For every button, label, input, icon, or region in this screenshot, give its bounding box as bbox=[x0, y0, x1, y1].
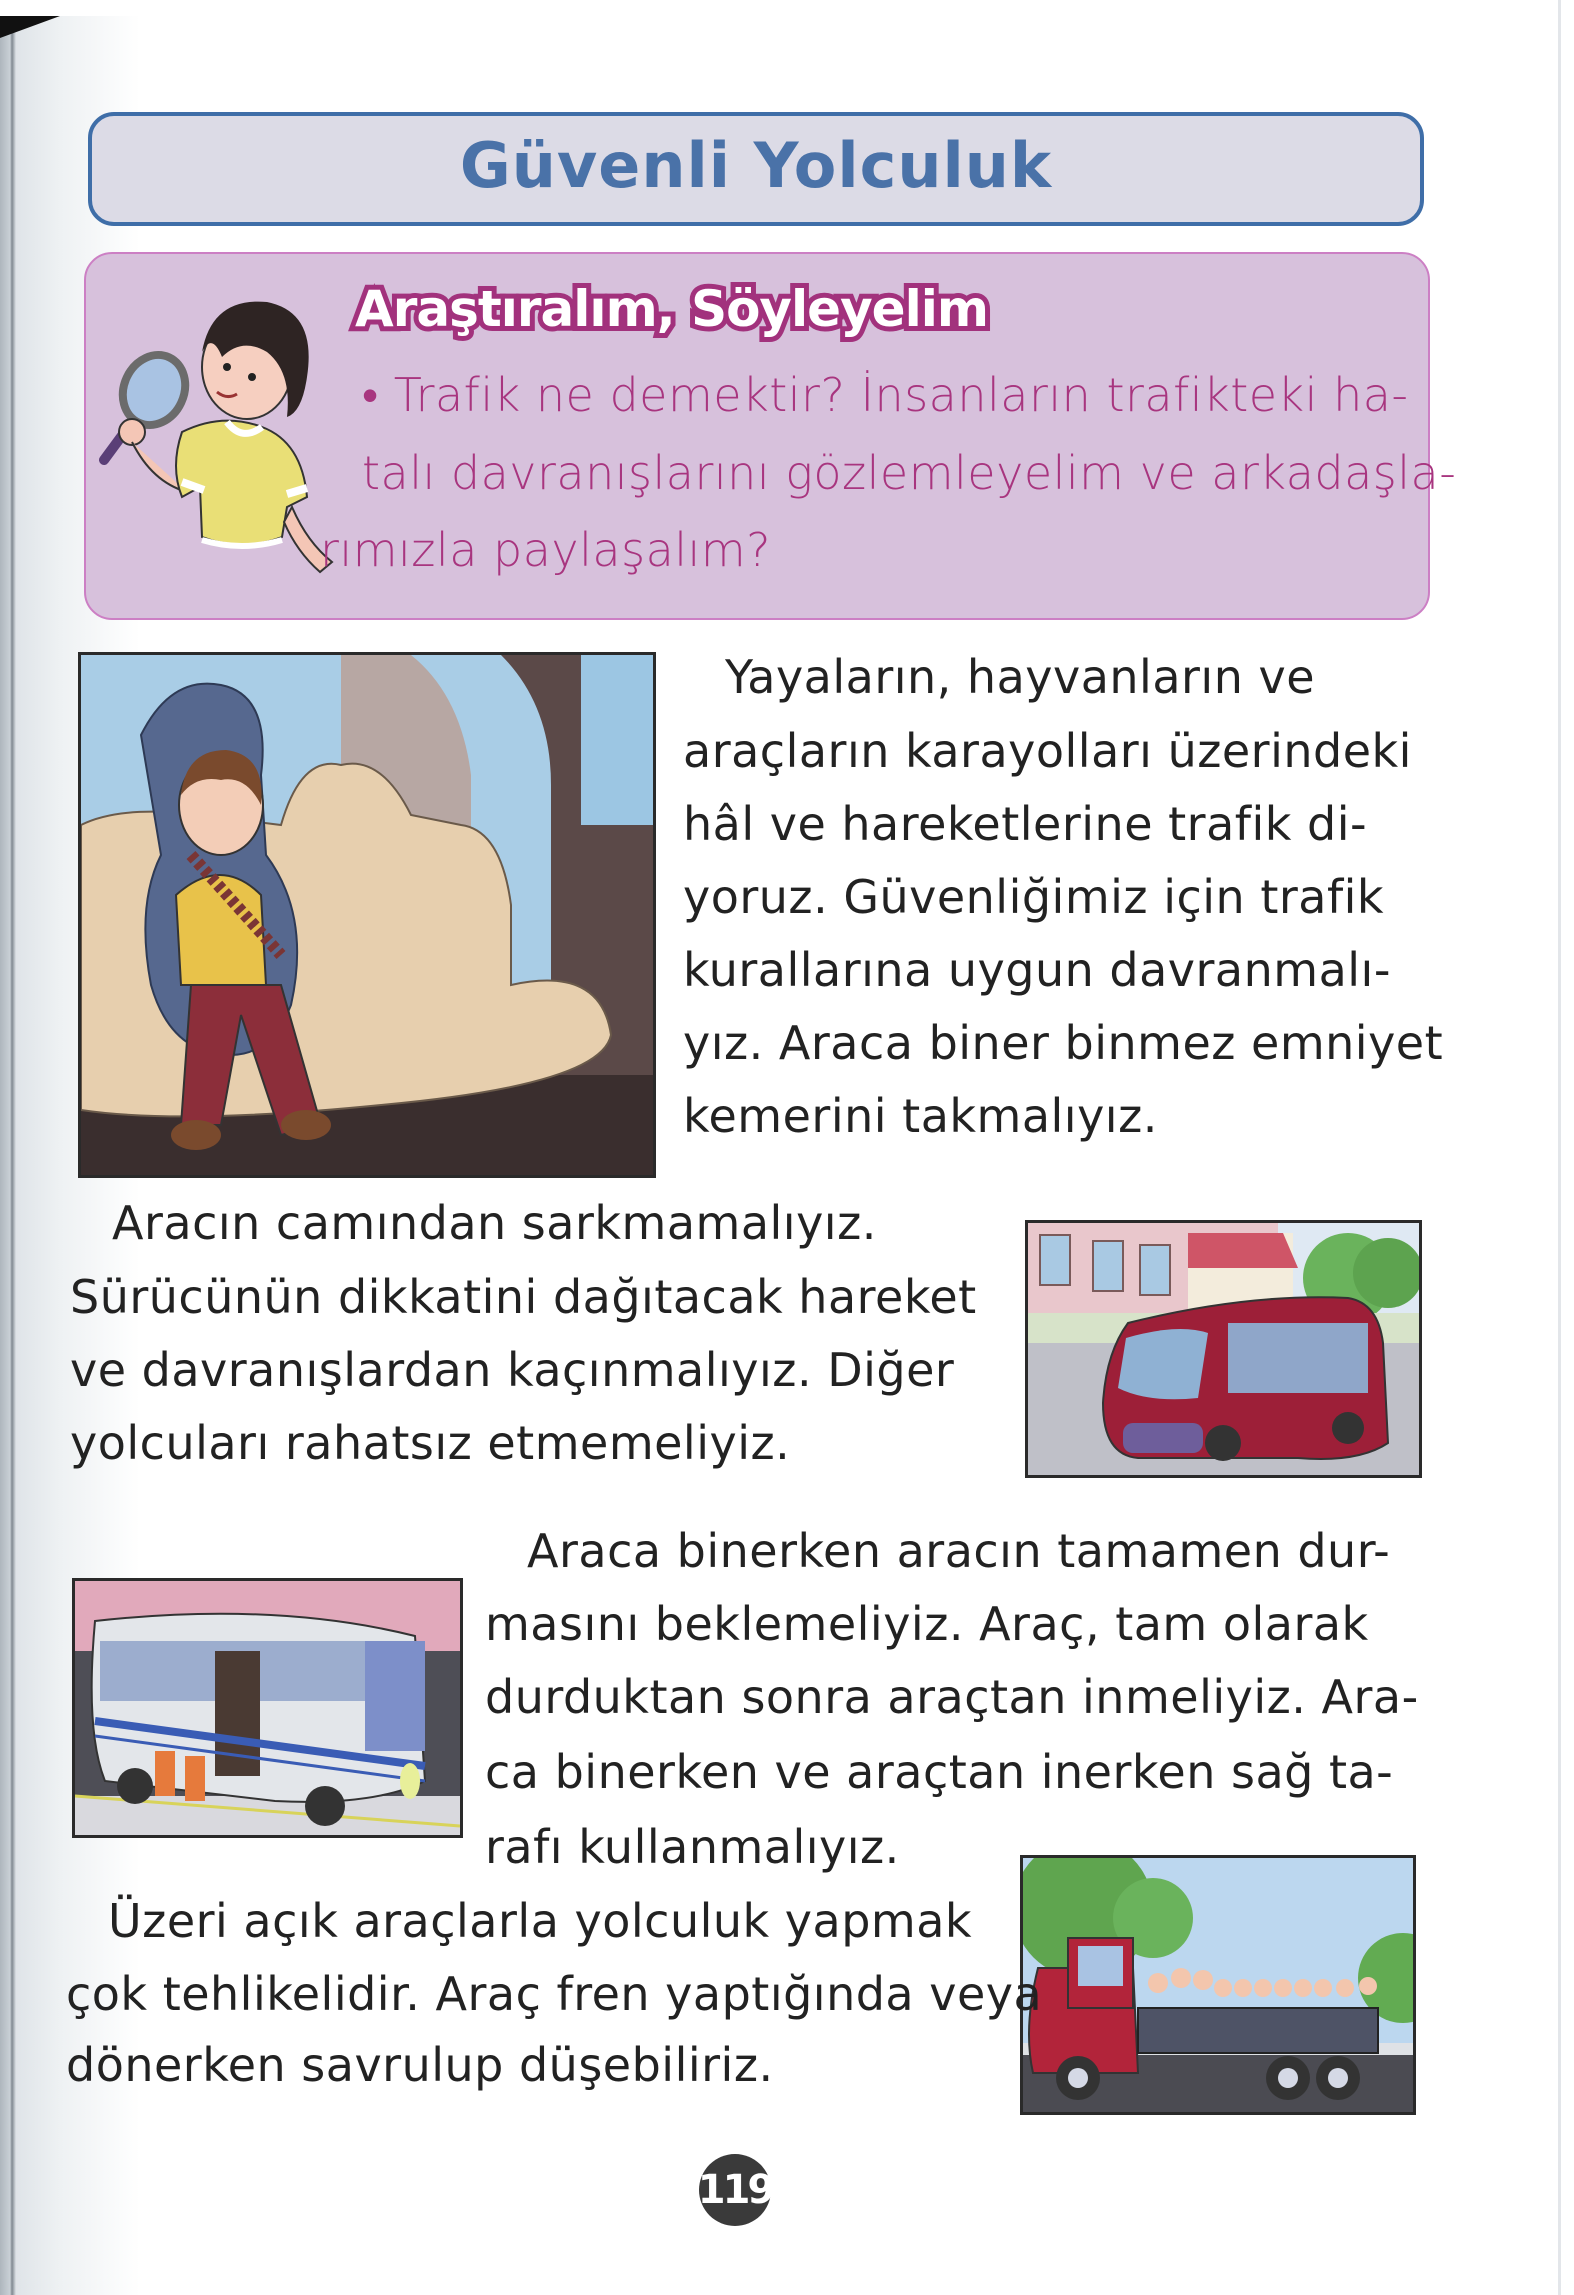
boy-with-magnifier-icon bbox=[92, 282, 352, 582]
page-edge-line bbox=[1558, 0, 1561, 2295]
paragraph-3-line: Araca binerken aracın tamamen dur- bbox=[527, 1524, 1391, 1578]
page-title: Güvenli Yolculuk bbox=[459, 128, 1053, 202]
paragraph-1-line: yız. Araca biner binmez emniyet bbox=[683, 1016, 1444, 1070]
paragraph-4-line: dönerken savrulup düşebiliriz. bbox=[66, 2038, 774, 2092]
activity-text-line: talı davranışlarını gözlemleyelim ve arkadaşla- bbox=[362, 446, 1457, 500]
open-truck-image-icon bbox=[1023, 1858, 1413, 2112]
paragraph-4-line: Üzeri açık araçlarla yolculuk yapmak bbox=[108, 1894, 973, 1948]
paragraph-1-line: yoruz. Güvenliğimiz için trafik bbox=[683, 870, 1385, 924]
paragraph-3-line: durduktan sonra araçtan inmeliyiz. Ara- bbox=[485, 1670, 1419, 1724]
paragraph-1-line: araçların karayolları üzerindeki bbox=[683, 724, 1412, 778]
paragraph-3-line: masını beklemeliyiz. Araç, tam olarak bbox=[485, 1597, 1369, 1651]
paragraph-1-line: Yayaların, hayvanların ve bbox=[725, 650, 1316, 704]
paragraph-2-line: Aracın camından sarkmamalıyız. bbox=[112, 1196, 877, 1250]
car-seat-illustration bbox=[78, 652, 656, 1178]
title-banner bbox=[88, 112, 1424, 226]
book-binding-corner bbox=[0, 16, 60, 38]
paragraph-3-line: rafı kullanmalıyız. bbox=[485, 1820, 900, 1874]
open-truck-illustration bbox=[1020, 1855, 1416, 2115]
minibus-image-icon bbox=[1028, 1223, 1419, 1475]
white-bus-illustration bbox=[72, 1578, 463, 1838]
activity-text-line: • Trafik ne demektir? İnsanların trafikteki ha- bbox=[362, 368, 1409, 422]
page-top-margin bbox=[0, 0, 1574, 16]
paragraph-1-line: kurallarına uygun davranmalı- bbox=[683, 943, 1391, 997]
minibus-illustration bbox=[1025, 1220, 1422, 1478]
car-seat-image-icon bbox=[81, 655, 653, 1175]
paragraph-1-line: kemerini takmalıyız. bbox=[683, 1089, 1158, 1143]
page-number: 119 bbox=[699, 2154, 771, 2226]
paragraph-2-line: ve davranışlardan kaçınmalıyız. Diğer bbox=[70, 1343, 955, 1397]
paragraph-3-line: ca binerken ve araçtan inerken sağ ta- bbox=[485, 1745, 1394, 1799]
paragraph-4-line: çok tehlikelidir. Araç fren yaptığında veya bbox=[66, 1967, 1043, 2021]
activity-text-line: rımızla paylaşalım? bbox=[320, 523, 772, 577]
paragraph-1-line: hâl ve hareketlerine trafik di- bbox=[683, 797, 1368, 851]
paragraph-2-line: yolcuları rahatsız etmemeliyiz. bbox=[70, 1416, 791, 1470]
activity-heading: Araştıralım, Söyleyelim bbox=[355, 280, 988, 338]
paragraph-2-line: Sürücünün dikkatini dağıtacak hareket bbox=[70, 1270, 977, 1324]
white-bus-image-icon bbox=[75, 1581, 460, 1835]
